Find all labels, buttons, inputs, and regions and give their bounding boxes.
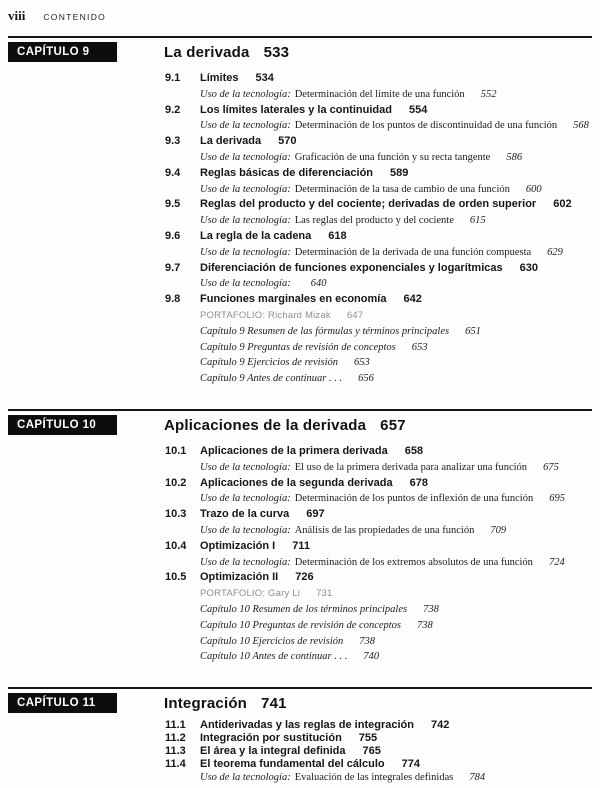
section-page-number: 697 (306, 508, 325, 521)
section-row (165, 261, 592, 277)
portfolio-text: PORTAFOLIO: Gary Li (200, 588, 301, 600)
chapter-page: 657 (380, 416, 406, 434)
review-item-page-number: 738 (423, 603, 439, 615)
review-row (165, 371, 592, 387)
section-row (165, 476, 592, 492)
tech-row (165, 118, 592, 134)
section-number: 10.4 (165, 539, 187, 552)
tech-row (165, 276, 592, 292)
chapter-badge: CAPÍTULO 11 (8, 693, 117, 713)
tech-note-text: Determinación del límite de una función (294, 88, 465, 100)
review-item-text: Capítulo 9 Resumen de las fórmulas y términos principales (200, 325, 450, 337)
chapter-title (164, 693, 287, 712)
section-title: Los límites laterales y la continuidad (200, 103, 392, 116)
running-head: CONTENIDO (43, 12, 107, 22)
section-title: La regla de la cadena (200, 229, 312, 242)
page-number: viii (8, 8, 26, 23)
section-page-number: 554 (408, 103, 428, 116)
chapter-head (8, 42, 592, 62)
tech-row (165, 150, 592, 166)
section-title: Reglas del producto y del cociente; derivadas de orden superior (200, 198, 537, 211)
chapter-title-text: Integración (164, 695, 248, 713)
tech-note-page-number: 724 (548, 556, 565, 568)
review-item-page-number: 651 (465, 325, 481, 337)
chapter-entries (165, 719, 592, 784)
chapter-title-text: La derivada (164, 44, 250, 61)
section-number: 10.3 (165, 508, 187, 521)
section-number: 10.5 (165, 571, 187, 584)
section-page-number: 742 (430, 719, 450, 732)
chapter-title-text: Aplicaciones de la derivada (164, 416, 367, 434)
chapter-entries (165, 71, 592, 387)
tech-note-prefix: Uso de la tecnología: (200, 278, 291, 290)
review-row (165, 602, 592, 618)
tech-row (165, 182, 592, 198)
section-row (165, 71, 592, 87)
section-title: Funciones marginales en economía (200, 293, 387, 306)
tech-note-page-number: 615 (469, 215, 486, 227)
section-page-number: 726 (295, 571, 314, 584)
section-number: 9.3 (165, 135, 181, 148)
review-row (165, 340, 592, 356)
section-page-number: 589 (390, 166, 409, 179)
review-item-text: Capítulo 10 Resumen de los términos principales (200, 603, 408, 615)
section-page-number: 630 (519, 261, 538, 274)
section-title: Diferenciación de funciones exponenciales y logarítmicas (200, 261, 503, 274)
section-title: Aplicaciones de la segunda derivada (200, 476, 393, 489)
section-row (165, 758, 592, 771)
tech-note-prefix: Uso de la tecnología: (200, 461, 291, 473)
chapter-badge: CAPÍTULO 10 (8, 415, 117, 435)
tech-note-page-number: 600 (525, 183, 542, 195)
section-number: 11.4 (165, 758, 186, 771)
chapter-title (164, 415, 406, 434)
tech-note-text: Determinación de la tasa de cambio de una función (294, 183, 510, 195)
section-title: El teorema fundamental del cálculo (200, 758, 385, 771)
section-row (165, 507, 592, 523)
section-number: 9.2 (165, 103, 181, 116)
tech-row (165, 460, 592, 476)
section-number: 10.2 (165, 476, 187, 489)
review-item-page-number: 656 (358, 373, 374, 385)
section-number: 9.8 (165, 293, 181, 306)
tech-note-text: Determinación de la derivada de una función compuesta (294, 246, 532, 258)
review-item-text: Capítulo 10 Preguntas de revisión de conceptos (200, 619, 402, 631)
chapter-block (8, 36, 592, 387)
tech-note-text: Evaluación de las integrales definidas (294, 772, 454, 784)
tech-note-prefix: Uso de la tecnología: (200, 772, 291, 784)
tech-note-page-number: 784 (469, 772, 486, 784)
section-row (165, 292, 592, 308)
tech-note-prefix: Uso de la tecnología: (200, 88, 291, 100)
tech-note-page-number: 675 (543, 461, 559, 473)
review-item-page-number: 653 (411, 341, 428, 353)
chapter-divider (8, 687, 592, 689)
portfolio-page-number: 647 (346, 309, 364, 321)
tech-note-page-number: 640 (310, 278, 327, 290)
chapter-badge: CAPÍTULO 9 (8, 42, 117, 62)
section-page-number: 642 (403, 293, 422, 306)
chapter-block (8, 409, 592, 665)
section-title: Antiderivadas y las reglas de integración (200, 719, 414, 732)
section-title: La derivada (200, 135, 262, 148)
section-number: 9.1 (165, 72, 181, 84)
section-title: Optimización I (200, 539, 276, 552)
tech-note-prefix: Uso de la tecnología: (200, 246, 291, 258)
tech-note-text: Determinación de los extremos absolutos de una función (294, 556, 533, 568)
tech-note-page-number: 586 (506, 151, 523, 163)
section-number: 11.1 (165, 719, 186, 732)
section-row (165, 166, 592, 182)
section-page-number: 602 (553, 198, 572, 211)
section-row (165, 719, 592, 732)
tech-note-text: Graficación de una función y su recta tangente (294, 151, 491, 163)
review-row (165, 618, 592, 634)
review-row (165, 634, 592, 650)
section-row (165, 745, 592, 758)
review-item-page-number: 740 (363, 651, 380, 663)
section-number: 11.3 (165, 745, 186, 758)
tech-note-page-number: 629 (547, 246, 563, 258)
tech-note-prefix: Uso de la tecnología: (200, 151, 291, 163)
chapter-block (8, 687, 592, 784)
review-item-text: Capítulo 10 Ejercicios de revisión (200, 635, 344, 647)
section-number: 9.6 (165, 229, 181, 242)
tech-note-text: Determinación de los puntos de inflexión de una función (294, 493, 534, 505)
section-title: Integración por sustitución (200, 732, 342, 745)
section-row (165, 103, 592, 119)
tech-note-prefix: Uso de la tecnología: (200, 183, 291, 195)
section-page-number: 765 (362, 745, 381, 758)
section-page-number: 711 (292, 539, 310, 552)
section-number: 9.4 (165, 166, 181, 179)
section-page-number: 534 (255, 72, 274, 84)
tech-note-page-number: 568 (573, 120, 589, 132)
section-number: 10.1 (165, 444, 187, 457)
chapter-head (8, 415, 592, 435)
portfolio-row (165, 586, 592, 602)
review-row (165, 324, 592, 340)
tech-note-prefix: Uso de la tecnología: (200, 215, 291, 227)
tech-note-text: Determinación de los puntos de discontinuidad de una función (294, 120, 558, 132)
section-title: Trazo de la curva (200, 508, 290, 521)
review-row (165, 355, 592, 371)
chapter-head (8, 693, 592, 713)
chapter-page: 741 (261, 695, 287, 713)
section-row (165, 197, 592, 213)
tech-note-text: El uso de la primera derivada para analizar una función (294, 461, 528, 473)
tech-note-text: Las reglas del producto y del cociente (294, 215, 454, 227)
review-item-page-number: 738 (359, 635, 376, 647)
chapter-divider (8, 409, 592, 411)
tech-note-prefix: Uso de la tecnología: (200, 493, 291, 505)
section-row (165, 134, 592, 150)
tech-note-text: Análisis de las propiedades de una función (294, 524, 475, 536)
tech-note-prefix: Uso de la tecnología: (200, 556, 291, 568)
review-item-text: Capítulo 9 Preguntas de revisión de conceptos (200, 341, 396, 353)
review-item-page-number: 738 (417, 619, 433, 631)
section-title: Reglas básicas de diferenciación (200, 166, 374, 179)
portfolio-row (165, 308, 592, 324)
section-title: Límites (200, 72, 239, 84)
tech-note-page-number: 709 (490, 524, 507, 536)
tech-note-page-number: 552 (480, 88, 497, 100)
tech-note-prefix: Uso de la tecnología: (200, 120, 291, 132)
section-row (165, 229, 592, 245)
section-number: 9.5 (165, 198, 181, 211)
section-number: 11.2 (165, 732, 186, 745)
section-page-number: 755 (358, 732, 378, 745)
tech-row (165, 555, 592, 571)
chapter-page: 533 (263, 44, 290, 61)
section-row (165, 732, 592, 745)
section-page-number: 658 (404, 444, 424, 457)
review-item-text: Capítulo 9 Ejercicios de revisión (200, 357, 339, 369)
chapter-divider (8, 36, 592, 38)
tech-row (165, 213, 592, 229)
tech-row (165, 523, 592, 539)
section-page-number: 618 (328, 229, 347, 242)
chapter-title (164, 42, 289, 61)
section-row (165, 570, 592, 586)
section-row (165, 444, 592, 460)
tech-row (165, 87, 592, 103)
section-page-number: 678 (409, 476, 428, 489)
review-item-page-number: 653 (354, 357, 370, 369)
page-header (8, 8, 592, 24)
section-title: Optimización II (200, 571, 279, 584)
review-item-text: Capítulo 10 Antes de continuar . . . (200, 651, 348, 663)
tech-note-prefix: Uso de la tecnología: (200, 524, 291, 536)
tech-note-page-number: 695 (549, 493, 565, 505)
section-number: 9.7 (165, 261, 181, 274)
portfolio-page-number: 731 (316, 588, 333, 600)
chapter-entries (165, 444, 592, 665)
tech-row (165, 491, 592, 507)
section-title: El área y la integral definida (200, 745, 346, 758)
section-row (165, 539, 592, 555)
review-row (165, 649, 592, 665)
tech-row (165, 245, 592, 261)
section-page-number: 774 (401, 758, 420, 771)
section-page-number: 570 (278, 135, 297, 148)
portfolio-text: PORTAFOLIO: Richard Mizak (200, 309, 331, 321)
review-item-text: Capítulo 9 Antes de continuar . . . (200, 373, 343, 385)
section-title: Aplicaciones de la primera derivada (200, 444, 388, 457)
tech-row (165, 771, 592, 784)
